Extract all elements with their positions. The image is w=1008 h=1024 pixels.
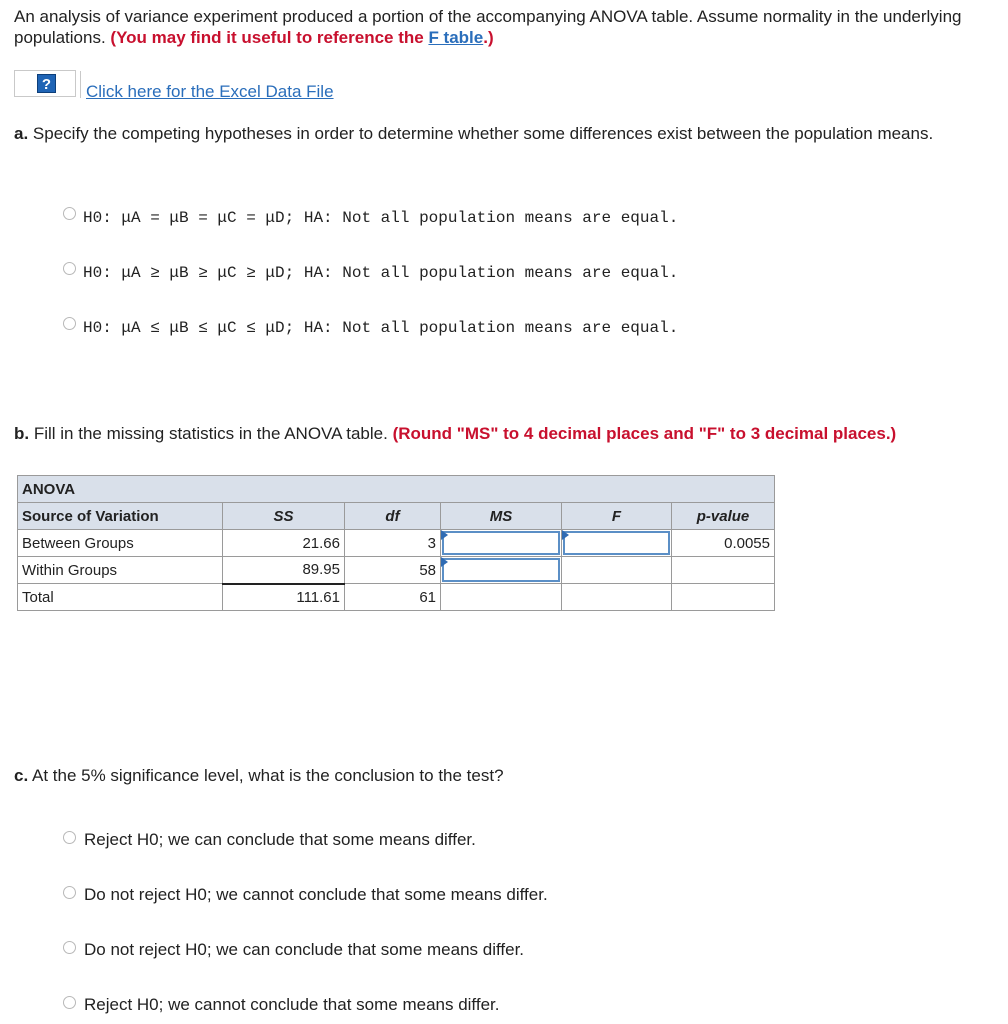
hypothesis-option-3[interactable]: [83, 319, 678, 337]
hypothesis-ha-1: HA: Not all population means are equal.: [303, 209, 679, 227]
hypothesis-radio-3[interactable]: [63, 317, 76, 330]
conclusion-radio-1[interactable]: [63, 831, 76, 844]
excel-data-link[interactable]: Click here for the Excel Data File: [86, 82, 334, 101]
source-within: Within Groups: [18, 557, 223, 584]
ms-total: [441, 584, 562, 611]
hypothesis-radio-1[interactable]: [63, 207, 76, 220]
conclusion-radio-4[interactable]: [63, 996, 76, 1009]
header-df: df: [345, 503, 441, 530]
source-between: Between Groups: [18, 530, 223, 557]
hint-text: (You may find it useful to reference the F table.): [110, 28, 494, 47]
anova-table: [17, 475, 775, 611]
help-icon[interactable]: ?: [37, 74, 56, 93]
input-marker-icon: [441, 557, 448, 567]
p-value-within: [672, 557, 775, 584]
intro-text: An analysis of variance experiment produced a portion of the accompanying ANOVA table. Assume normality in the underlying populations.: [14, 7, 962, 47]
conclusion-option-4[interactable]: Reject H0; we cannot conclude that some means differ.: [84, 995, 500, 1014]
conclusion-option-1[interactable]: Reject H0; we can conclude that some means differ.: [84, 830, 476, 849]
source-total: Total: [18, 584, 223, 611]
conclusion-option-2[interactable]: Do not reject H0; we cannot conclude that some means differ.: [84, 885, 548, 904]
ms-within-input[interactable]: [441, 557, 562, 584]
header-f: F: [562, 503, 672, 530]
ss-total: 111.61: [223, 584, 345, 611]
part-a-question: a. Specify the competing hypotheses in order to determine whether some differences exist between the population means.: [14, 124, 934, 143]
hypothesis-ha-3: HA: Not all population means are equal.: [303, 319, 679, 337]
f-total: [562, 584, 672, 611]
f-table-link[interactable]: F table: [428, 28, 484, 47]
df-total: 61: [345, 584, 441, 611]
df-between: 3: [345, 530, 441, 557]
part-b-question: b. Fill in the missing statistics in the ANOVA table. (Round "MS" to 4 decimal places and "F" to 3 decimal places.): [14, 424, 897, 443]
table-row: [18, 584, 775, 611]
problem-intro: [14, 6, 999, 48]
rounding-instruction: (Round "MS" to 4 decimal places and "F" to 3 decimal places.): [392, 424, 897, 443]
ss-between: 21.66: [223, 530, 345, 557]
hypothesis-radio-2[interactable]: [63, 262, 76, 275]
hypothesis-option-1[interactable]: [83, 209, 678, 227]
p-value-total: [672, 584, 775, 611]
table-row: [18, 557, 775, 584]
ss-within: 89.95: [223, 557, 345, 584]
input-marker-icon: [562, 530, 569, 540]
df-within: 58: [345, 557, 441, 584]
f-between-input[interactable]: [562, 530, 672, 557]
header-source: Source of Variation: [18, 503, 223, 530]
anova-title: ANOVA: [18, 476, 775, 503]
divider: [80, 71, 81, 98]
header-ss: SS: [223, 503, 345, 530]
header-p-value: p-value: [672, 503, 775, 530]
help-button[interactable]: [14, 70, 76, 97]
conclusion-radio-3[interactable]: [63, 941, 76, 954]
hypothesis-option-2[interactable]: [83, 264, 678, 282]
hypothesis-h0-1: H0: μA = μB = μC = μD;: [83, 209, 295, 227]
conclusion-radio-2[interactable]: [63, 886, 76, 899]
p-value-between: 0.0055: [672, 530, 775, 557]
hypothesis-ha-2: HA: Not all population means are equal.: [303, 264, 679, 282]
hypothesis-h0-3: H0: μA ≤ μB ≤ μC ≤ μD;: [83, 319, 295, 337]
hypothesis-h0-2: H0: μA ≥ μB ≥ μC ≥ μD;: [83, 264, 295, 282]
conclusion-option-3[interactable]: Do not reject H0; we can conclude that some means differ.: [84, 940, 525, 959]
header-ms: MS: [441, 503, 562, 530]
input-marker-icon: [441, 530, 448, 540]
ms-between-input[interactable]: [441, 530, 562, 557]
part-c-question: c. At the 5% significance level, what is the conclusion to the test?: [14, 766, 504, 785]
table-row: [18, 530, 775, 557]
f-within: [562, 557, 672, 584]
